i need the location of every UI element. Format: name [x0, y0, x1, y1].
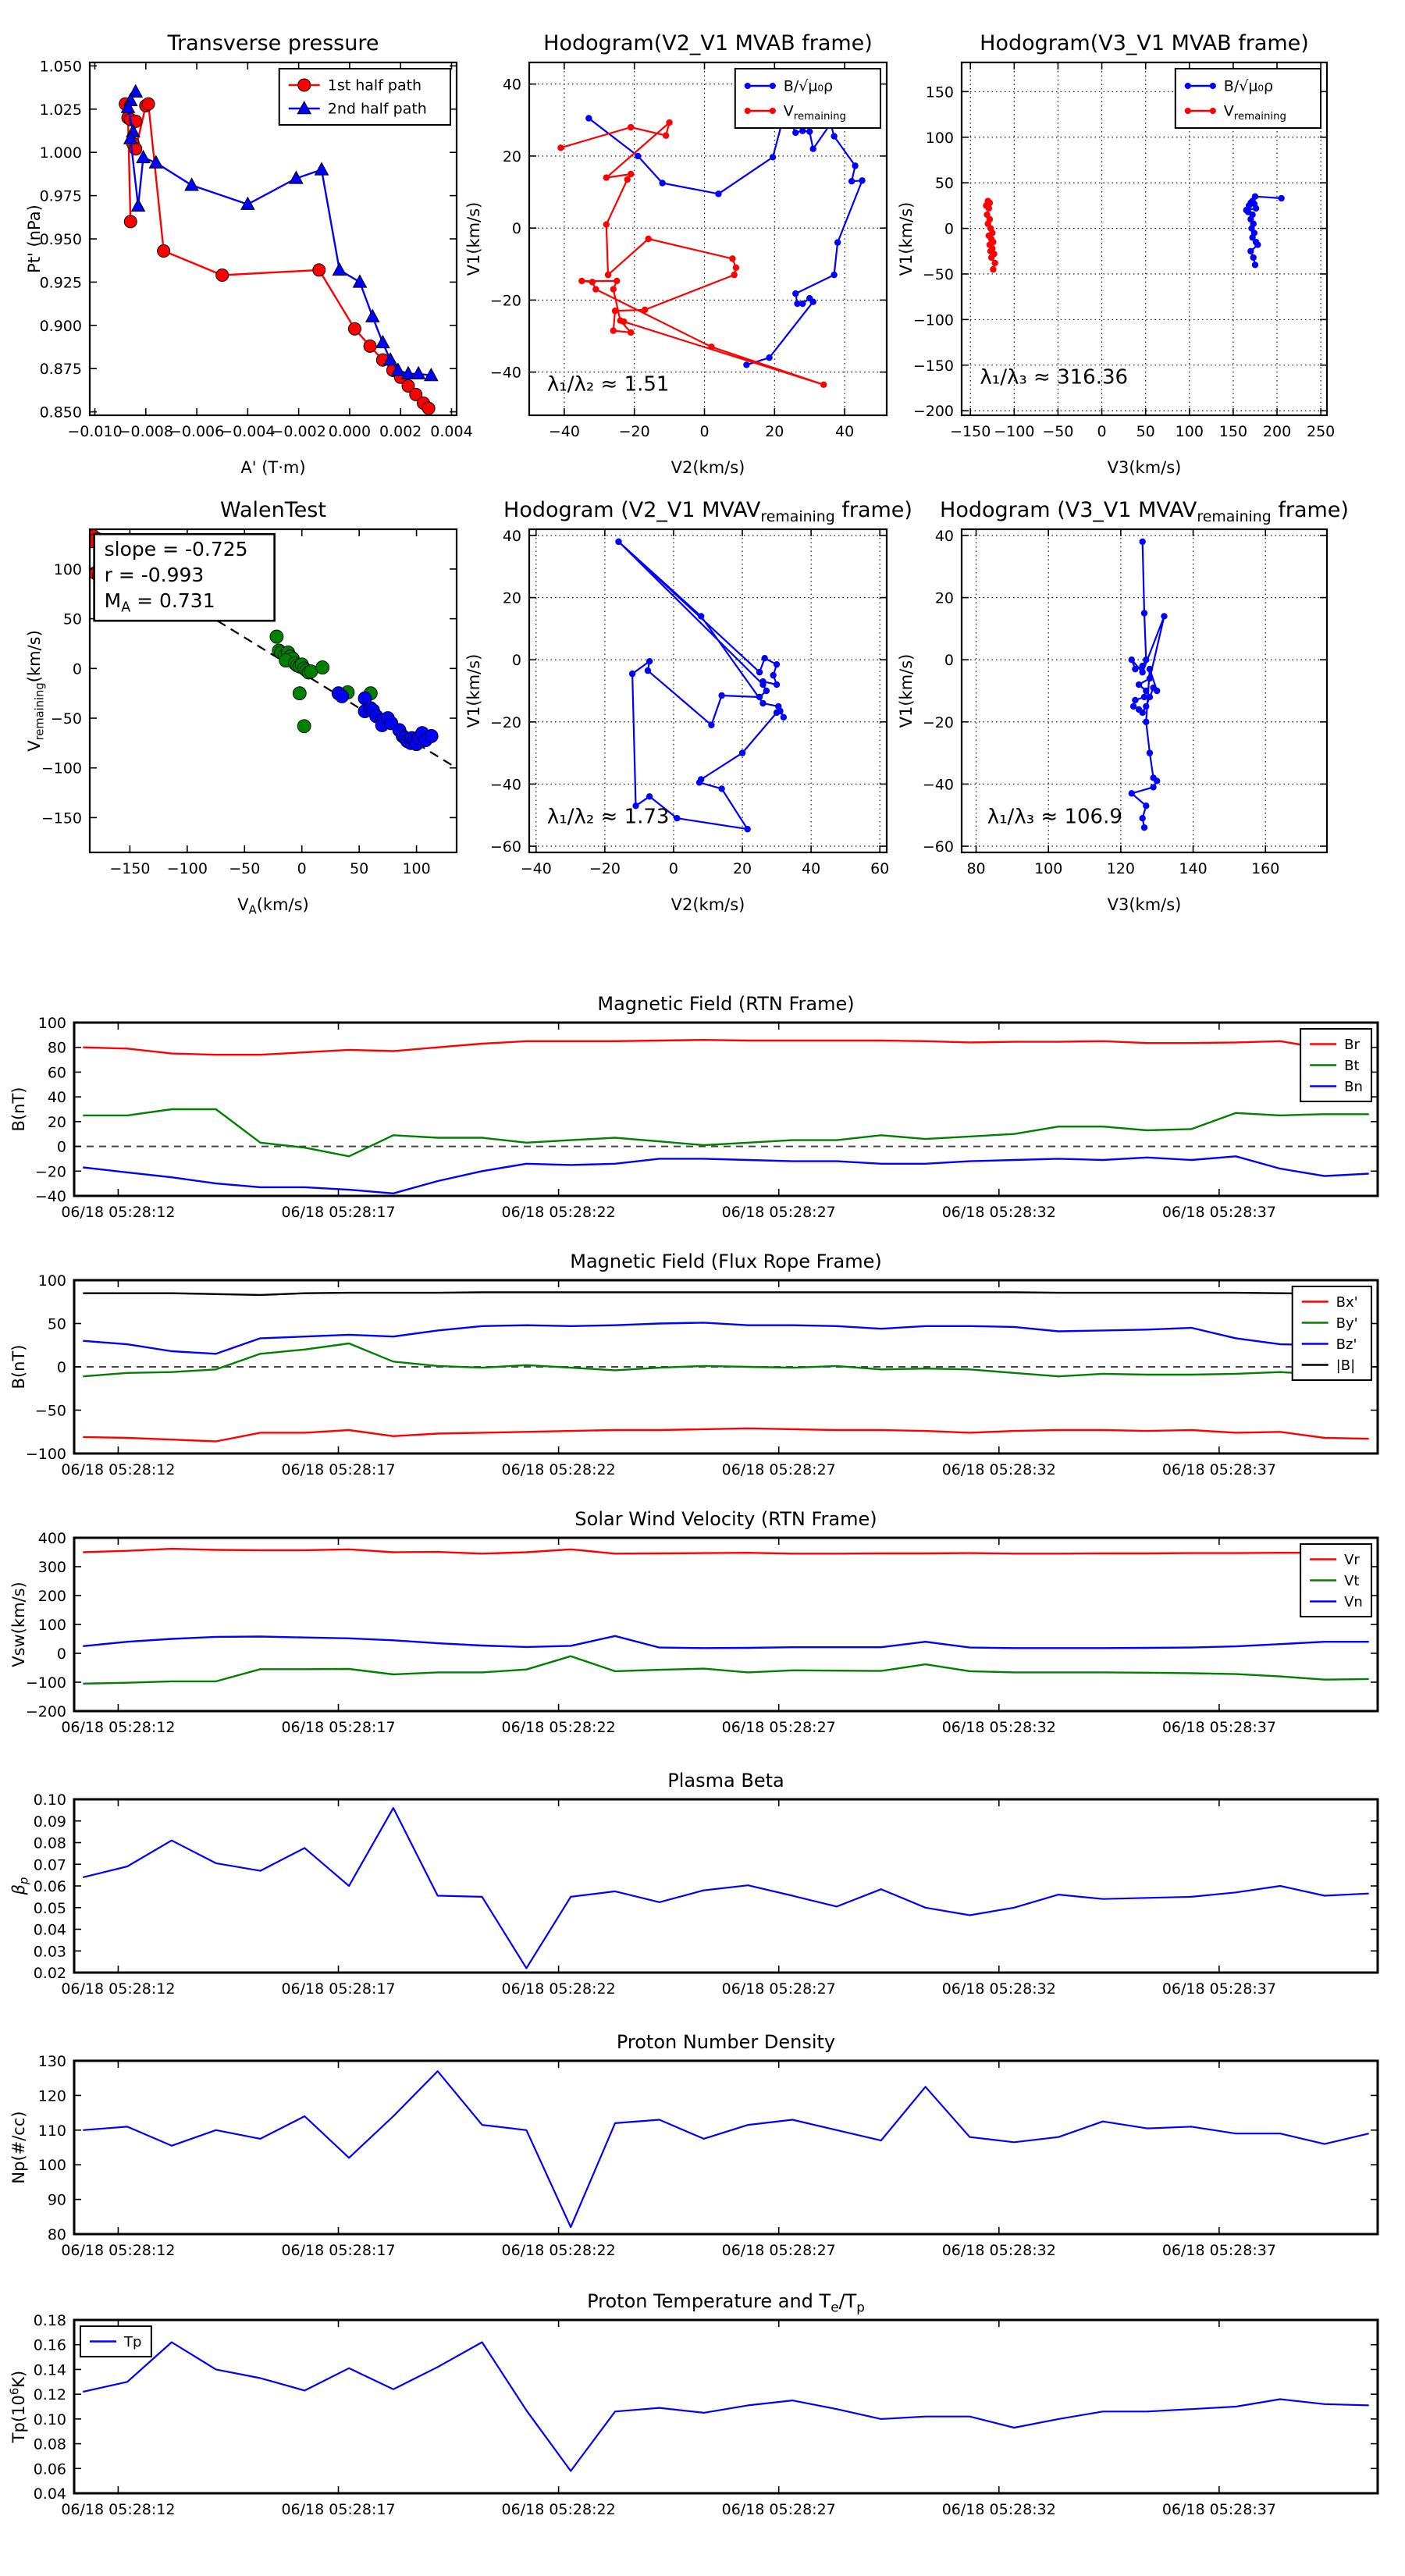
- svg-text:0: 0: [511, 652, 521, 670]
- svg-text:06/18 05:28:12: 06/18 05:28:12: [61, 1204, 176, 1221]
- svg-text:Br: Br: [1344, 1036, 1360, 1053]
- svg-text:λ₁/λ₂ ≈ 1.73: λ₁/λ₂ ≈ 1.73: [546, 805, 670, 829]
- svg-text:Bn: Bn: [1344, 1078, 1363, 1095]
- svg-text:100: 100: [37, 1015, 66, 1032]
- svg-text:Np(#/cc): Np(#/cc): [9, 2111, 28, 2184]
- svg-text:0.06: 0.06: [33, 2460, 66, 2478]
- svg-text:0.05: 0.05: [33, 1899, 66, 1917]
- svg-text:06/18 05:28:37: 06/18 05:28:37: [1161, 2501, 1276, 2518]
- svg-text:06/18 05:28:32: 06/18 05:28:32: [941, 2242, 1056, 2259]
- svg-text:40: 40: [934, 527, 954, 545]
- svg-text:−0.004: −0.004: [220, 423, 276, 440]
- panel-hodogram-v3v1-mvab: [897, 31, 1335, 477]
- svg-text:−40: −40: [922, 776, 954, 794]
- svg-text:90: 90: [47, 2191, 66, 2209]
- svg-text:06/18 05:28:22: 06/18 05:28:22: [501, 1461, 616, 1478]
- svg-text:0: 0: [297, 860, 307, 877]
- svg-text:0: 0: [699, 423, 710, 440]
- svg-text:60: 60: [47, 1064, 66, 1082]
- svg-text:20: 20: [732, 860, 752, 877]
- svg-text:06/18 05:28:27: 06/18 05:28:27: [721, 1461, 836, 1478]
- svg-text:0: 0: [72, 660, 82, 678]
- svg-text:100: 100: [925, 129, 954, 147]
- svg-text:−40: −40: [34, 1188, 66, 1205]
- svg-text:06/18 05:28:17: 06/18 05:28:17: [281, 1719, 396, 1736]
- svg-text:40: 40: [502, 76, 521, 94]
- svg-text:250: 250: [1307, 423, 1336, 440]
- svg-text:100: 100: [53, 560, 82, 578]
- svg-text:B(nT): B(nT): [9, 1087, 28, 1132]
- svg-text:06/18 05:28:22: 06/18 05:28:22: [501, 1980, 616, 1998]
- svg-text:1.025: 1.025: [39, 101, 82, 119]
- svg-text:−0.006: −0.006: [169, 423, 225, 440]
- svg-text:0.004: 0.004: [430, 423, 473, 440]
- svg-text:λ₁/λ₂ ≈ 1.51: λ₁/λ₂ ≈ 1.51: [546, 372, 670, 397]
- svg-text:06/18 05:28:32: 06/18 05:28:32: [941, 1980, 1056, 1998]
- svg-text:−50: −50: [34, 1402, 66, 1420]
- svg-text:λ₁/λ₃ ≈ 106.9: λ₁/λ₃ ≈ 106.9: [987, 805, 1122, 829]
- svg-text:V3(km/s): V3(km/s): [1107, 458, 1182, 477]
- svg-text:50: 50: [47, 1315, 66, 1333]
- svg-text:−50: −50: [50, 710, 82, 728]
- svg-text:06/18 05:28:17: 06/18 05:28:17: [281, 2501, 396, 2518]
- svg-text:r = -0.993: r = -0.993: [104, 564, 205, 587]
- svg-text:130: 130: [37, 2053, 66, 2070]
- svg-text:0: 0: [56, 1138, 66, 1156]
- svg-text:06/18 05:28:22: 06/18 05:28:22: [501, 2501, 616, 2518]
- svg-text:06/18 05:28:37: 06/18 05:28:37: [1161, 2242, 1276, 2259]
- svg-text:40: 40: [47, 1089, 66, 1107]
- svg-text:−150: −150: [912, 357, 954, 375]
- svg-text:−100: −100: [25, 1446, 66, 1463]
- svg-text:Tp(106K): $Tp(10^6K)$: [8, 2370, 28, 2443]
- svg-text:Hodogram(V3_V1 MVAB frame): Hodogram(V3_V1 MVAB frame): [980, 31, 1309, 55]
- svg-text:0.000: 0.000: [328, 423, 372, 440]
- svg-text:0.002: 0.002: [379, 423, 422, 440]
- svg-text:βp: $\beta_p$: [9, 1877, 31, 1895]
- svg-text:06/18 05:28:12: 06/18 05:28:12: [61, 2501, 176, 2518]
- svg-text:Proton Temperature and Te/Tp: Proton Temperature and $T_e/T_p$: [587, 2290, 865, 2315]
- svg-text:06/18 05:28:32: 06/18 05:28:32: [941, 2501, 1056, 2518]
- svg-text:160: 160: [1251, 860, 1280, 877]
- svg-text:0.12: 0.12: [33, 2386, 66, 2404]
- svg-text:slope = -0.725: slope = -0.725: [104, 538, 248, 561]
- svg-text:Hodogram(V2_V1 MVAB frame): Hodogram(V2_V1 MVAB frame): [543, 31, 873, 55]
- svg-text:0.850: 0.850: [39, 404, 82, 422]
- svg-text:100: 100: [37, 1617, 66, 1634]
- svg-text:0: 0: [668, 860, 679, 877]
- svg-text:06/18 05:28:27: 06/18 05:28:27: [721, 2501, 836, 2518]
- svg-text:−100: −100: [25, 1674, 66, 1692]
- svg-text:Magnetic Field (Flux Rope Fram: Magnetic Field (Flux Rope Frame): [570, 1251, 882, 1272]
- svg-text:−100: −100: [994, 423, 1035, 440]
- svg-text:80: 80: [47, 1039, 66, 1057]
- svg-text:0.875: 0.875: [39, 361, 82, 379]
- svg-text:20: 20: [765, 423, 784, 440]
- svg-text:50: 50: [934, 175, 954, 193]
- svg-text:06/18 05:28:37: 06/18 05:28:37: [1161, 1719, 1276, 1736]
- svg-text:0: 0: [944, 220, 954, 238]
- svg-text:50: 50: [350, 860, 369, 877]
- svg-text:V3(km/s): V3(km/s): [1107, 895, 1182, 914]
- svg-text:06/18 05:28:27: 06/18 05:28:27: [721, 1204, 836, 1221]
- svg-text:Hodogram (V2_V1 MVAVremaining: Hodogram (V2_V1 $MVAV_{remaining}$ frame): [503, 498, 912, 525]
- svg-text:Bt: Bt: [1344, 1057, 1360, 1074]
- svg-text:−200: −200: [912, 403, 954, 421]
- svg-text:Transverse pressure: Transverse pressure: [167, 31, 379, 55]
- svg-text:60: 60: [870, 860, 890, 877]
- svg-text:100: 100: [37, 1272, 66, 1290]
- panel-magnetic-field-rtn: [9, 993, 1378, 1221]
- svg-text:2nd half path: 2nd half path: [327, 100, 427, 118]
- svg-text:06/18 05:28:32: 06/18 05:28:32: [941, 1719, 1056, 1736]
- svg-text:V1(km/s): V1(km/s): [464, 201, 483, 276]
- svg-text:200: 200: [1262, 423, 1292, 440]
- svg-text:0.16: 0.16: [33, 2336, 66, 2354]
- svg-text:Vremaining: $V_{remaining}$: [1223, 102, 1286, 123]
- panel-magnetic-field-flux-rope: [9, 1251, 1378, 1478]
- svg-text:0.04: 0.04: [33, 1921, 66, 1939]
- panel-proton-temperature: [9, 2290, 1378, 2518]
- svg-text:−20: −20: [489, 292, 521, 310]
- svg-text:300: 300: [37, 1559, 66, 1576]
- svg-text:0.900: 0.900: [39, 317, 82, 335]
- svg-text:100: 100: [1175, 423, 1204, 440]
- svg-text:20: 20: [47, 1113, 66, 1131]
- svg-text:−150: −150: [950, 423, 991, 440]
- svg-text:Vsw(km/s): Vsw(km/s): [9, 1582, 28, 1667]
- svg-text:Solar Wind Velocity (RTN Frame: Solar Wind Velocity (RTN Frame): [574, 1508, 877, 1530]
- svg-text:By': By': [1336, 1315, 1358, 1332]
- svg-text:140: 140: [1179, 860, 1208, 877]
- svg-text:06/18 05:28:37: 06/18 05:28:37: [1161, 1980, 1276, 1998]
- svg-text:V1(km/s): V1(km/s): [897, 201, 916, 276]
- panel-walen-test: [25, 498, 457, 917]
- panel-transverse-pressure: [25, 31, 473, 477]
- svg-text:1.050: 1.050: [39, 58, 82, 76]
- svg-text:0.975: 0.975: [39, 187, 82, 205]
- svg-text:40: 40: [802, 860, 821, 877]
- svg-text:0.08: 0.08: [33, 2435, 66, 2453]
- svg-text:150: 150: [925, 84, 954, 101]
- svg-text:V1(km/s): V1(km/s): [464, 653, 483, 728]
- svg-text:0.10: 0.10: [33, 1791, 66, 1809]
- svg-text:Tp: Tp: [124, 2333, 142, 2350]
- svg-text:100: 100: [37, 2157, 66, 2175]
- svg-text:0.09: 0.09: [33, 1813, 66, 1831]
- panel-hodogram-v2v1-mvav: [464, 498, 912, 914]
- svg-text:06/18 05:28:12: 06/18 05:28:12: [61, 1719, 176, 1736]
- svg-text:−0.002: −0.002: [271, 423, 326, 440]
- svg-text:−20: −20: [589, 860, 621, 877]
- svg-text:06/18 05:28:22: 06/18 05:28:22: [501, 1204, 616, 1221]
- svg-text:06/18 05:28:22: 06/18 05:28:22: [501, 2242, 616, 2259]
- svg-text:Vremaining: $V_{remaining}$: [783, 102, 846, 123]
- svg-text:λ₁/λ₃ ≈ 316.36: λ₁/λ₃ ≈ 316.36: [980, 365, 1129, 390]
- svg-text:−40: −40: [520, 860, 552, 877]
- svg-text:06/18 05:28:37: 06/18 05:28:37: [1161, 1461, 1276, 1478]
- svg-text:0.08: 0.08: [33, 1834, 66, 1852]
- svg-text:V2(km/s): V2(km/s): [670, 458, 745, 477]
- svg-text:Proton Number Density: Proton Number Density: [616, 2031, 836, 2053]
- svg-text:−60: −60: [489, 838, 521, 856]
- svg-text:40: 40: [835, 423, 855, 440]
- svg-text:MA = 0.731: $M_A = 0.731$: [104, 589, 215, 616]
- svg-text:0.925: 0.925: [39, 274, 82, 292]
- svg-text:B/√μ₀ρ: B/√μ₀ρ: [783, 77, 834, 95]
- svg-text:−0.010: −0.010: [67, 423, 123, 440]
- svg-text:−50: −50: [229, 860, 261, 877]
- svg-text:WalenTest: WalenTest: [220, 498, 326, 522]
- svg-text:−50: −50: [1042, 423, 1074, 440]
- svg-text:80: 80: [966, 860, 986, 877]
- svg-text:06/18 05:28:32: 06/18 05:28:32: [941, 1461, 1056, 1478]
- svg-text:06/18 05:28:12: 06/18 05:28:12: [61, 1461, 176, 1478]
- svg-text:0: 0: [56, 1646, 66, 1663]
- svg-text:0.03: 0.03: [33, 1943, 66, 1961]
- svg-text:Magnetic Field (RTN Frame): Magnetic Field (RTN Frame): [597, 993, 855, 1015]
- svg-text:0.02: 0.02: [33, 1965, 66, 1982]
- svg-text:110: 110: [37, 2122, 66, 2140]
- svg-text:−100: −100: [912, 311, 954, 329]
- svg-text:−20: −20: [34, 1163, 66, 1181]
- svg-text:0.07: 0.07: [33, 1856, 66, 1874]
- svg-text:−20: −20: [922, 713, 954, 731]
- svg-text:150: 150: [1218, 423, 1248, 440]
- svg-text:Hodogram (V3_V1 MVAVremaining: Hodogram (V3_V1 $MVAV_{remaining}$ frame): [940, 498, 1349, 525]
- svg-text:0: 0: [56, 1359, 66, 1376]
- svg-text:06/18 05:28:37: 06/18 05:28:37: [1161, 1204, 1276, 1221]
- svg-text:06/18 05:28:17: 06/18 05:28:17: [281, 1980, 396, 1998]
- svg-text:0.950: 0.950: [39, 231, 82, 248]
- svg-text:06/18 05:28:17: 06/18 05:28:17: [281, 1204, 396, 1221]
- svg-text:06/18 05:28:27: 06/18 05:28:27: [721, 2242, 836, 2259]
- svg-text:A' (T·m): A' (T·m): [240, 458, 306, 477]
- svg-text:B/√μ₀ρ: B/√μ₀ρ: [1223, 77, 1274, 95]
- svg-text:200: 200: [37, 1588, 66, 1605]
- svg-text:06/18 05:28:27: 06/18 05:28:27: [721, 1719, 836, 1736]
- svg-text:1.000: 1.000: [39, 144, 82, 162]
- svg-text:06/18 05:28:12: 06/18 05:28:12: [61, 1980, 176, 1998]
- svg-text:Vn: Vn: [1344, 1593, 1363, 1610]
- svg-text:400: 400: [37, 1530, 66, 1547]
- svg-text:06/18 05:28:12: 06/18 05:28:12: [61, 2242, 176, 2259]
- svg-text:−0.008: −0.008: [118, 423, 173, 440]
- svg-text:−60: −60: [922, 838, 954, 856]
- svg-text:−20: −20: [489, 713, 521, 731]
- svg-text:40: 40: [502, 527, 521, 545]
- svg-text:−40: −40: [489, 776, 521, 794]
- svg-text:20: 20: [502, 148, 521, 165]
- svg-text:06/18 05:28:27: 06/18 05:28:27: [721, 1980, 836, 1998]
- svg-text:Bz': Bz': [1336, 1336, 1357, 1353]
- svg-text:−20: −20: [618, 423, 650, 440]
- svg-text:120: 120: [37, 2087, 66, 2105]
- svg-text:50: 50: [62, 610, 82, 628]
- svg-text:120: 120: [1106, 860, 1136, 877]
- svg-text:Vr: Vr: [1344, 1551, 1360, 1568]
- svg-text:06/18 05:28:17: 06/18 05:28:17: [281, 1461, 396, 1478]
- svg-text:Plasma Beta: Plasma Beta: [667, 1770, 784, 1791]
- svg-text:06/18 05:28:22: 06/18 05:28:22: [501, 1719, 616, 1736]
- svg-text:−100: −100: [41, 760, 82, 777]
- svg-text:B(nT): B(nT): [9, 1344, 28, 1389]
- svg-text:0: 0: [1097, 423, 1107, 440]
- svg-text:−150: −150: [109, 860, 151, 877]
- svg-text:0.18: 0.18: [33, 2312, 66, 2329]
- svg-text:06/18 05:28:17: 06/18 05:28:17: [281, 2242, 396, 2259]
- svg-text:50: 50: [1136, 423, 1155, 440]
- svg-text:VA(km/s): $V_A(km/s)$: [237, 895, 309, 917]
- svg-text:V2(km/s): V2(km/s): [670, 895, 745, 914]
- svg-text:100: 100: [402, 860, 431, 877]
- panel-proton-number-density: [9, 2031, 1378, 2259]
- svg-text:−200: −200: [25, 1703, 66, 1720]
- svg-text:06/18 05:28:32: 06/18 05:28:32: [941, 1204, 1056, 1221]
- svg-text:Vremaining(km/s): $V_{remaining}(km/s)$: [25, 630, 47, 752]
- svg-text:−40: −40: [489, 364, 521, 382]
- svg-text:Vt: Vt: [1344, 1572, 1360, 1589]
- svg-text:−100: −100: [166, 860, 208, 877]
- panel-solar-wind-velocity: [9, 1508, 1378, 1736]
- svg-text:20: 20: [502, 589, 521, 607]
- svg-text:0: 0: [944, 652, 954, 670]
- svg-text:0.04: 0.04: [33, 2485, 66, 2503]
- svg-text:−150: −150: [41, 809, 82, 827]
- svg-text:0: 0: [511, 220, 521, 238]
- panel-hodogram-v3v1-mvav: [897, 498, 1349, 914]
- svg-text:−50: −50: [922, 265, 954, 283]
- svg-text:|B|: |B|: [1336, 1357, 1356, 1374]
- svg-text:100: 100: [1034, 860, 1063, 877]
- svg-text:Pt' (nPa): Pt' (nPa): [25, 205, 44, 273]
- svg-text:1st half path: 1st half path: [327, 76, 422, 94]
- svg-text:−40: −40: [548, 423, 580, 440]
- svg-text:20: 20: [934, 589, 954, 607]
- svg-text:0.10: 0.10: [33, 2411, 66, 2428]
- panel-hodogram-v2v1-mvab: [464, 31, 887, 477]
- svg-text:80: 80: [47, 2226, 66, 2243]
- panel-plasma-beta: [9, 1770, 1378, 1998]
- svg-text:0.14: 0.14: [33, 2361, 66, 2379]
- svg-text:0.06: 0.06: [33, 1878, 66, 1895]
- svg-text:V1(km/s): V1(km/s): [897, 653, 916, 728]
- svg-text:Bx': Bx': [1336, 1293, 1358, 1311]
